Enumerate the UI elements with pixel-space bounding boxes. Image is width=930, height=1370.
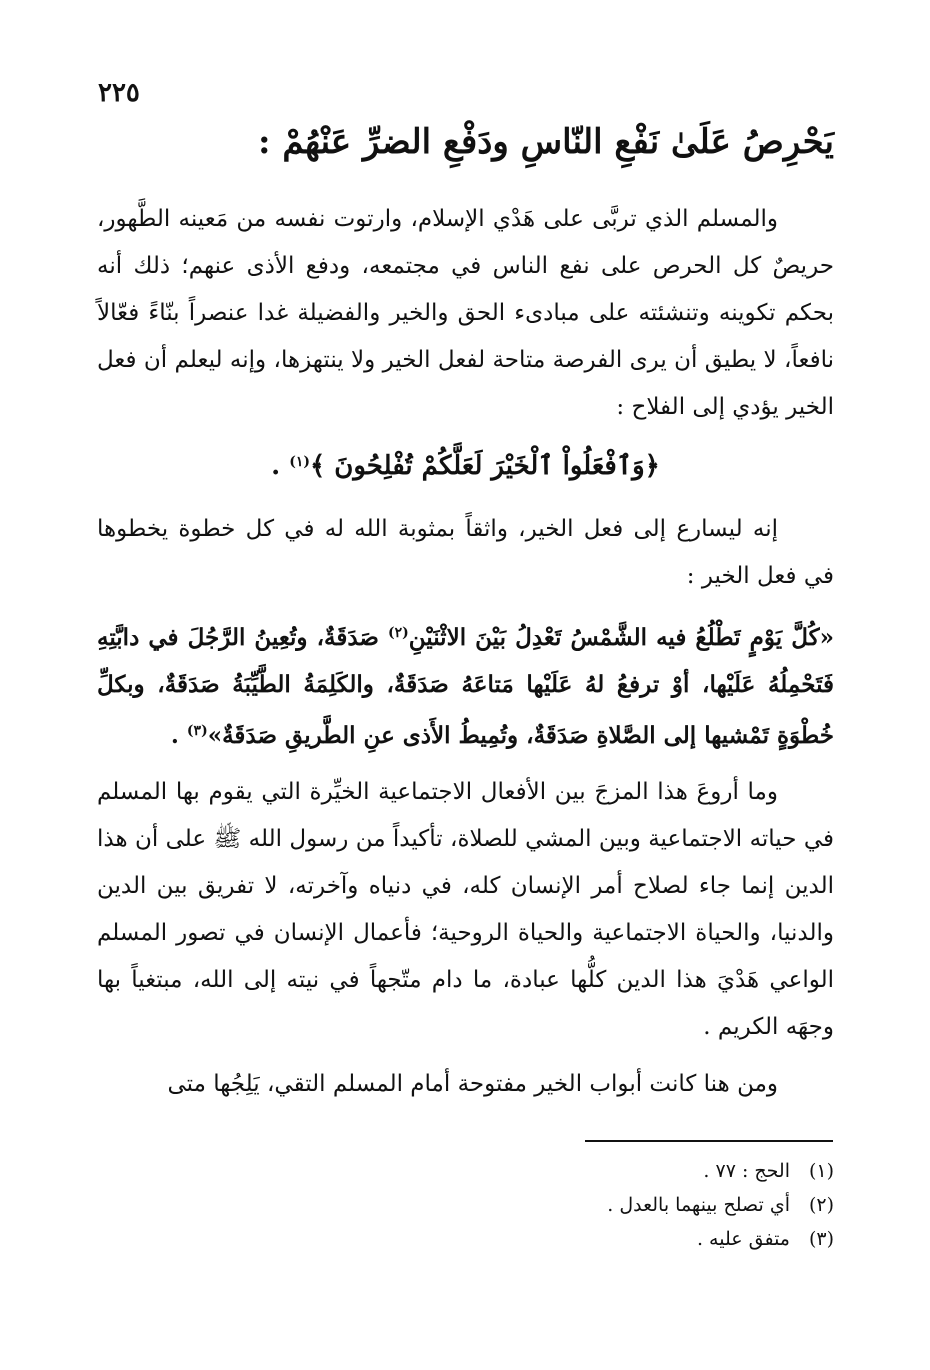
section-heading: يَحْرِصُ عَلَىٰ نَفْعِ النّاسِ ودَفْعِ الضرِّ عَنْهُمْ :	[257, 122, 834, 162]
hadith-part-1: «كُلَّ يَوْمٍ تَطْلُعُ فيه الشَّمْسُ تَعْدِلُ بَيْنَ الاثْنَيْنِ	[408, 624, 834, 651]
footnote-2	[534, 1188, 834, 1222]
paragraph-1: والمسلم الذي تربَّى على هَدْي الإسلام، وارتوت نفسه من مَعينه الطَّهور، حريصٌ كل الحرص على نفع الناس في مجتمعه، ودفع الأذى عنهم؛ ذلك أنه بحكم تكوينه وتنشئته على مبادىء الحق والخير والفضيلة غدا عنصراً بنّاءً فعّالاً نافعاً، لا يطيق أن يرى الفرصة متاحة لفعل الخير ولا ينتهزها، وإنه ليعلم أن فعل الخير يؤدي إلى الفلاح :	[97, 206, 834, 420]
footnote-number: (١)	[808, 1160, 834, 1182]
paragraph-3: وما أروعَ هذا المزجَ بين الأفعال الاجتماعية الخيِّرة التي يقوم بها المسلم في حياته الاجتماعية وبين المشي للصلاة، تأكيداً من رسول الله ﷺ على أن هذا الدين إنما جاء لصلاح أمر الإنسان كله، في دنياه وآخرته، لا تفريق بين الدين والدنيا، والحياة الاجتماعية والحياة الروحية؛ فأعمال الإنسان في تصور المسلم الواعي هَدْيَ هذا الدين كلُّها عبادة، ما دام متّجهاً في نيته إلى الله، مبتغياً بها وجهَه الكريم .	[97, 779, 834, 1040]
paragraph-4: ومن هنا كانت أبواب الخير مفتوحة أمام المسلم التقي، يَلِجُها متى	[167, 1071, 778, 1097]
hadith-end-dot: .	[170, 722, 187, 749]
footnote-text: الحج : ٧٧ .	[703, 1160, 790, 1182]
footnote-ref-1: (١)	[289, 454, 310, 470]
footnote-ref-2: (٢)	[388, 625, 409, 641]
footnote-1	[534, 1154, 834, 1188]
quran-verse	[97, 439, 834, 490]
footnote-ref-3: (٣)	[186, 723, 208, 739]
hadith-quote	[97, 610, 834, 759]
paragraph-2: إنه ليسارع إلى فعل الخير، واثقاً بمثوبة الله له في كل خطوة يخطوها في فعل الخير :	[97, 516, 834, 589]
footnote-number: (٢)	[808, 1194, 834, 1216]
page-number: ٢٢٥	[98, 78, 140, 108]
hadith-part-2: صَدَقَةٌ، وتُعِينُ الرَّجُلَ في دابَّتِهِ فَتَحْمِلُهُ عَلَيْها، أوْ ترفعُ لهُ عَلَيْها مَتاعَهُ صَدَقَةٌ، والكَلِمَةُ الطَّيِّبَةُ صَدَقَةٌ، وبكلِّ خُطْوَةٍ تَمْشيها إلى الصَّلاةِ صَدَقَةٌ، وتُمِيطُ الأَذى عنِ الطَّريقِ صَدَقَةٌ»	[97, 624, 834, 749]
verse-text: ﴿وَٱفْعَلُواْ ٱلْخَيْرَ لَعَلَّكُمْ تُفْلِحُونَ ﴾	[310, 451, 660, 481]
footnote-3	[534, 1222, 834, 1256]
footnotes	[534, 1154, 834, 1256]
body-text	[97, 196, 834, 1118]
footnote-text: أي تصلح بينهما بالعدل .	[607, 1194, 790, 1216]
footnote-number: (٣)	[808, 1228, 834, 1250]
footnote-text: متفق عليه .	[696, 1228, 790, 1250]
verse-end-dot: .	[271, 451, 290, 481]
footnote-divider	[585, 1140, 833, 1142]
